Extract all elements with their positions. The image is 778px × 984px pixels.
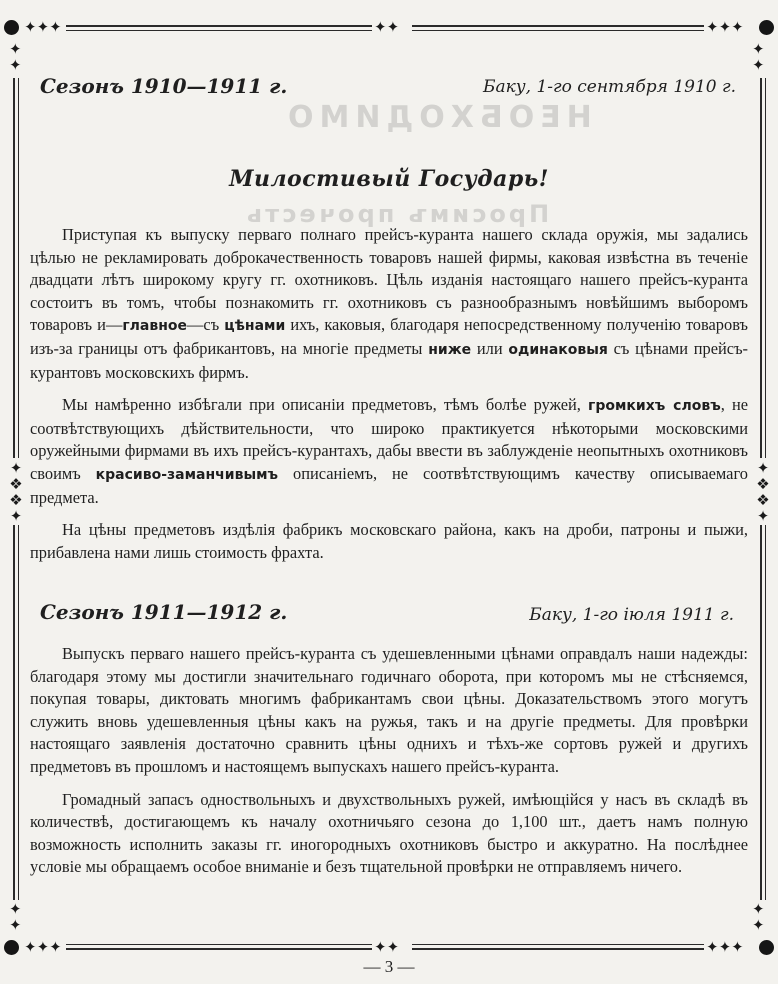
page-number: — 3 — <box>363 957 415 976</box>
frame-right-rule <box>765 525 766 900</box>
diamond-ornament-icon: ✦✦ <box>374 938 400 956</box>
bleed-through-title: НЕОБХОДИМО <box>282 100 592 135</box>
frame-right-rule <box>760 78 762 458</box>
diamond-ornament-icon: ✦ <box>752 40 765 58</box>
paragraph: Мы намѣренно избѣгали при описаніи предметовъ, тѣмъ болѣе ружей, громкихъ словъ, не соотвѣтствующихъ дѣйствительности, что широко практикуется нѣкоторыми московскими оружейными фирмами въ ихъ прейсъ-курантахъ, дабы ввести въ заблужденіе неопытныхъ охотниковъ своимъ красиво-заманчивымъ описаніемъ, не соотвѣтствующимъ качеству описываемаго предмета. <box>30 395 748 507</box>
side-ornament-icon: ✦ ❖ ❖ ✦ <box>9 459 23 525</box>
frame-left-rule <box>18 525 19 900</box>
diamond-ornament-icon: ✦ <box>9 900 22 918</box>
frame-left-rule <box>18 78 19 458</box>
season2-body <box>30 643 748 879</box>
frame-top-rule <box>412 30 704 31</box>
place-date: Баку, 1-го іюля 1911 г. <box>529 605 734 625</box>
corner-ornament-icon <box>4 940 19 955</box>
frame-top-rule <box>412 25 704 27</box>
frame-right-rule <box>760 525 762 900</box>
corner-ornament-icon <box>759 20 774 35</box>
frame-bottom-rule <box>66 948 372 950</box>
season-heading: Сезонъ 1910—1911 г. <box>40 74 288 98</box>
greeting-title: Милостивый Государь! <box>229 166 549 192</box>
paragraph: Приступая къ выпуску перваго полнаго прейсъ-куранта нашего склада оружія, мы задались цѣлью не рекламировать доброкачественность товаровъ нашей фирмы, каковая извѣстна въ теченіе двадцати лѣтъ широкому кругу гг. охотниковъ. Цѣль изданія настоящаго нашего прейсъ-куранта состоитъ въ томъ, чтобы познакомить гг. охотниковъ съ разнообразнымъ новѣйшимъ выборомъ товаровъ и—главное—съ цѣнами ихъ, каковыя, благодаря непосредственному полученію товаровъ изъ-за границы отъ фабрикантовъ, на многіе предметы ниже или одинаковыя съ цѣнами прейсъ-курантовъ московскихъ фирмъ. <box>30 225 748 382</box>
diamond-ornament-icon: ✦ <box>752 916 765 934</box>
diamond-ornament-icon: ✦ <box>9 56 22 74</box>
diamond-ornament-icon: ✦✦ <box>374 18 400 36</box>
paragraph: Выпускъ перваго нашего прейсъ-куранта съ удешевленными цѣнами оправдалъ наши надежды: благодаря этому мы достигли значительнаго годичнаго оборота, при которомъ мы не стѣсняемся, покупая товары, диктовать многимъ фабрикантамъ свои цѣны. Доказательствомъ этого могутъ служить вновь удешевленныя цѣны какъ на ружья, такъ и на другіе предметы. Для провѣрки настоящаго заявленія достаточно сравнить цѣны одниxъ и тѣхъ-же сортовъ ружей и другихъ предметовъ въ прошломъ и настоящемъ выпускахъ нашего прейсъ-куранта. <box>30 644 748 776</box>
diamond-ornament-icon: ✦ <box>752 56 765 74</box>
frame-bottom-rule <box>412 944 704 945</box>
place-date: Баку, 1-го сентября 1910 г. <box>483 77 736 97</box>
diamond-ornament-icon: ✦ <box>9 916 22 934</box>
intro-body <box>30 224 748 564</box>
frame-bottom-rule <box>66 944 372 945</box>
diamond-ornament-icon: ✦ <box>752 900 765 918</box>
side-ornament-icon: ✦ ❖ ❖ ✦ <box>756 459 770 525</box>
frame-right-rule <box>765 78 766 458</box>
diamond-ornament-icon: ✦ <box>9 40 22 58</box>
frame-top-rule <box>66 30 372 31</box>
corner-ornament-icon <box>759 940 774 955</box>
diamond-ornament-icon: ✦✦✦ <box>706 18 744 36</box>
paragraph: Громадный запасъ одноствольныхъ и двухствольныхъ ружей, имѣющійся у насъ въ складѣ въ количествѣ, достигающемъ къ началу охотничьяго сезона до 1,100 шт., даетъ намъ полную возможность исполнить заказы гг. иногородныхъ охотниковъ быстро и аккуратно. На послѣднее условіе мы обращаемъ особое вниманіе и безъ тщательной провѣрки не отправляемъ ничего. <box>30 789 748 877</box>
frame-left-rule <box>13 525 15 900</box>
frame-left-rule <box>13 78 15 458</box>
corner-ornament-icon <box>4 20 19 35</box>
frame-bottom-rule <box>412 948 704 950</box>
bleed-through-subtitle: Просимъ прочесть <box>244 200 550 228</box>
frame-top-rule <box>66 25 372 27</box>
diamond-ornament-icon: ✦✦✦ <box>24 938 62 956</box>
diamond-ornament-icon: ✦✦✦ <box>24 18 62 36</box>
diamond-ornament-icon: ✦✦✦ <box>706 938 744 956</box>
season-heading: Сезонъ 1911—1912 г. <box>40 600 288 624</box>
paragraph: На цѣны предметовъ издѣлія фабрикъ московскаго района, какъ на дроби, патроны и пыжи, прибавлена нами лишь стоимость фрахта. <box>30 520 748 562</box>
